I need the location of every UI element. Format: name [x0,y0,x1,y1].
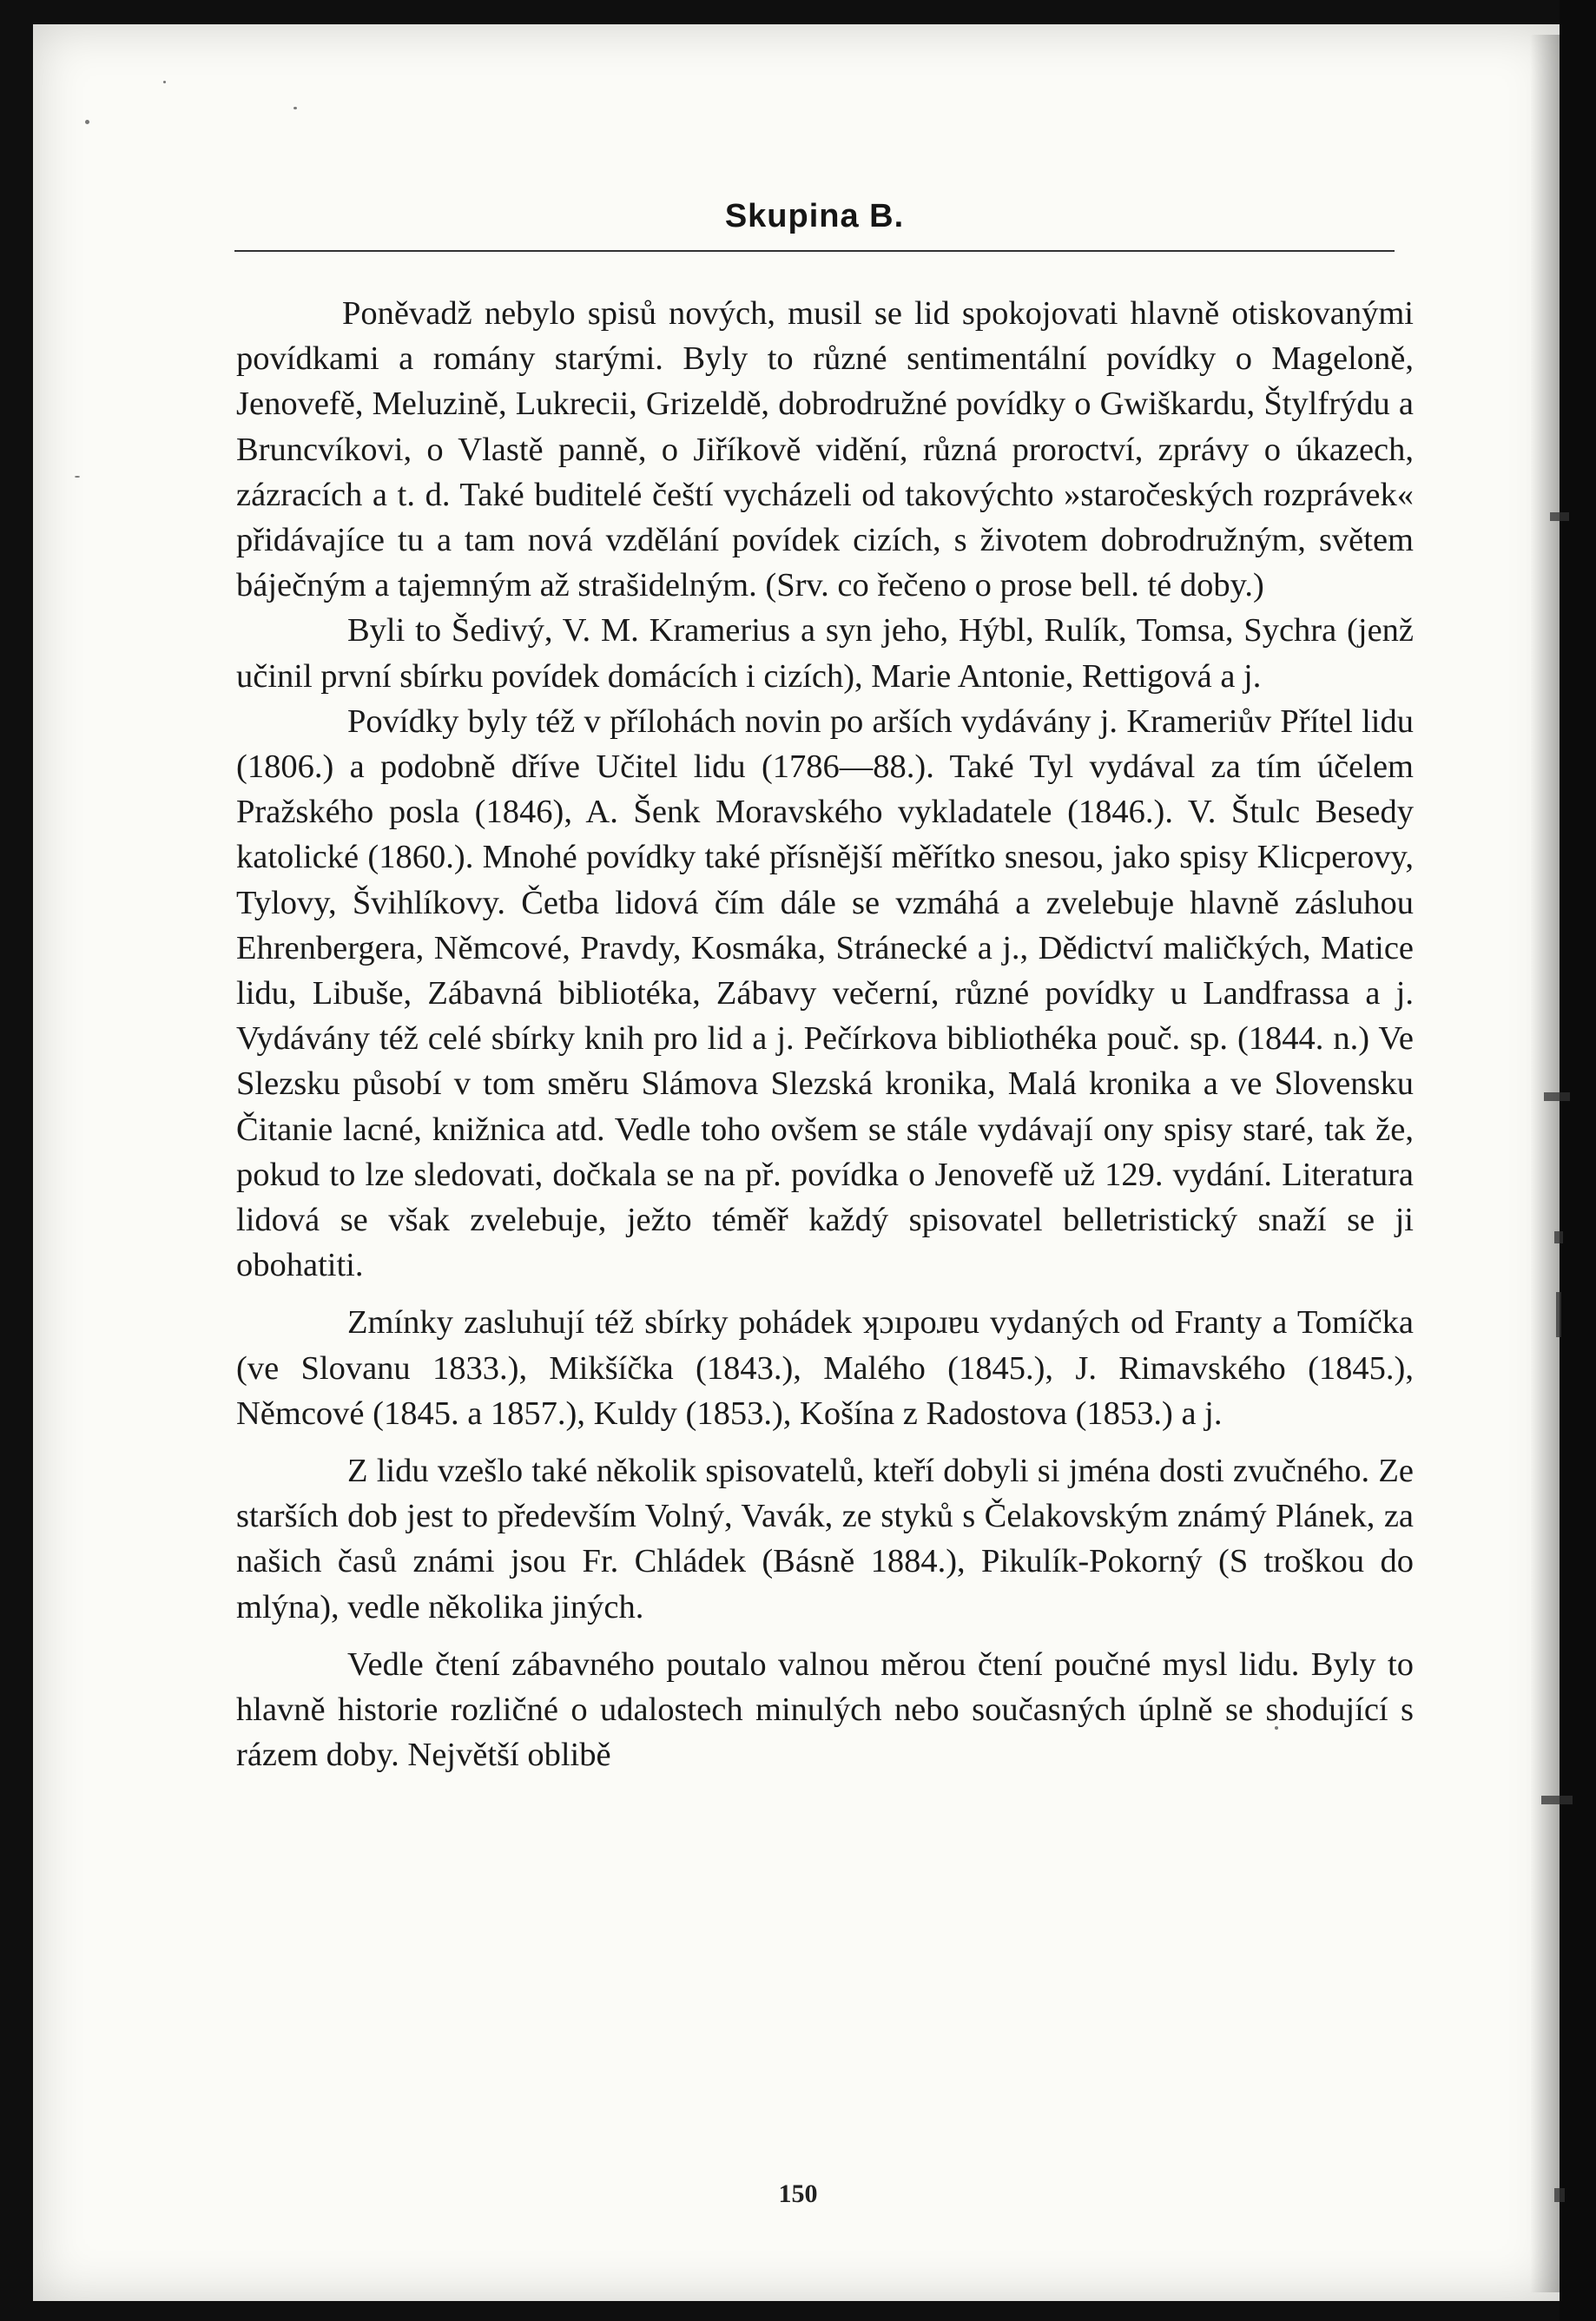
page-header [234,189,1395,252]
page-number: 150 [778,2179,818,2208]
body-text [236,291,1414,1778]
binding-shadow [1530,35,1560,2292]
margin-mark [1554,1231,1563,1243]
paragraph-gap [236,1288,1414,1300]
margin-mark [1544,1092,1570,1101]
paper-speck [75,476,80,478]
margin-mark [1550,512,1569,521]
paragraph: Zmínky zasluhují též sbírky pohádek ʞɔıpoɹɐu vydaných od Franty a Tomíčka (ve Slovanu 1833.), Mikšíčka (1843.), Malého (1845.), J. Rimavského (1845.), Němcové (1845. a 1857.), Kuldy (1853.), Košína z Radostova (1853.) a j. [236,1304,1414,1432]
paragraph: Z lidu vzešlo také několik spisovatelů, kteří dobyli si jména dosti zvučného. Ze starších dob jest to především Volný, Vavák, ze styků s Čelakovským známý Plánek, za našich časů známi jsou Fr. Chládek (Básně 1884.), Pikulík-Pokorný (S troškou do mlýna), vedle několika jiných. [236,1453,1414,1625]
paper-speck [163,81,166,83]
paragraph-gap [236,1436,1414,1448]
page-edge [1560,0,1596,2321]
paragraph-gap [236,1630,1414,1642]
margin-mark [1541,1796,1573,1804]
paragraph: Vedle čtení zábavného poutalo valnou měrou čtení poučné mysl lidu. Byly to hlavně historie rozličné o udalostech minulých nebo současných úplně se shodující s rázem doby. Největší oblibě [236,1645,1414,1774]
paragraph: Poněvadž nebylo spisů nových, musil se lid spokojovati hlavně otiskovanými povídkami a romány starými. Byly to různé sentimentální povídky o Mageloně, Jenovefě, Meluzině, Lukrecii, Grizeldě, dobrodružné povídky o Gwiškardu, Štylfrýdu a Bruncvíkovi, o Vlastě panně, o Jiříkově vidění, různá proroctví, zprávy o úkazech, zázracích a t. d. Také buditelé čeští vycházeli od takovýchto »staročeských rozprávek« přidávajíce tu a tam nová vzdělání povídek cizích, s životem dobrodružným, světem báječným a tajemným až strašidelným. (Srv. co řečeno o prose bell. té doby.) [236,295,1414,604]
paragraph: Povídky byly též v přílohách novin po arších vydávány j. Krameriův Přítel lidu (1806.) a podobně dříve Učitel lidu (1786—88.). Také Tyl vydával za tím účelem Pražského posla (1846), A. Šenk Moravského vykladatele (1846.). V. Štulc Besedy katolické (1860.). Mnohé povídky také přísnější měřítko snesou, jako spisy Klicperovy, Tylovy, Švihlíkovy. Četba lidová čím dále se vzmáhá a zvelebuje hlavně zásluhou Ehrenbergera, Němcové, Pravdy, Kosmáka, Stránecké a j., Dědictví maličkých, Matice lidu, Libuše, Zábavná bibliotéka, Zábavy večerní, různé povídky u Landfrassa a j. Vydávány též celé sbírky knih pro lid a j. Pečírkova bibliothéka pouč. sp. (1844. n.) Ve Slezsku působí v tom směru Slámova Slezská kronika, Malá kronika a ve Slovensku Čitanie lacné, knižnica atd. Vedle toho ovšem se stále vydávají ony spisy staré, tak že, pokud to lze sledovati, dočkala se na př. povídka o Jenovefě už 129. vydání. Literatura lidová se však zvelebuje, ježto téměř každý spisovatel belletristický snaží se ji obohatiti. [236,702,1414,1284]
paper-speck [85,120,89,124]
section-title: Skupina B. [724,198,905,234]
paper-speck [293,107,297,109]
margin-mark [1556,1292,1561,1337]
paragraph: Byli to Šedivý, V. M. Kramerius a syn jeho, Hýbl, Rulík, Tomsa, Sychra (jenž učinil první sbírku povídek domácích i cizích), Marie Antonie, Rettigová a j. [236,612,1414,695]
